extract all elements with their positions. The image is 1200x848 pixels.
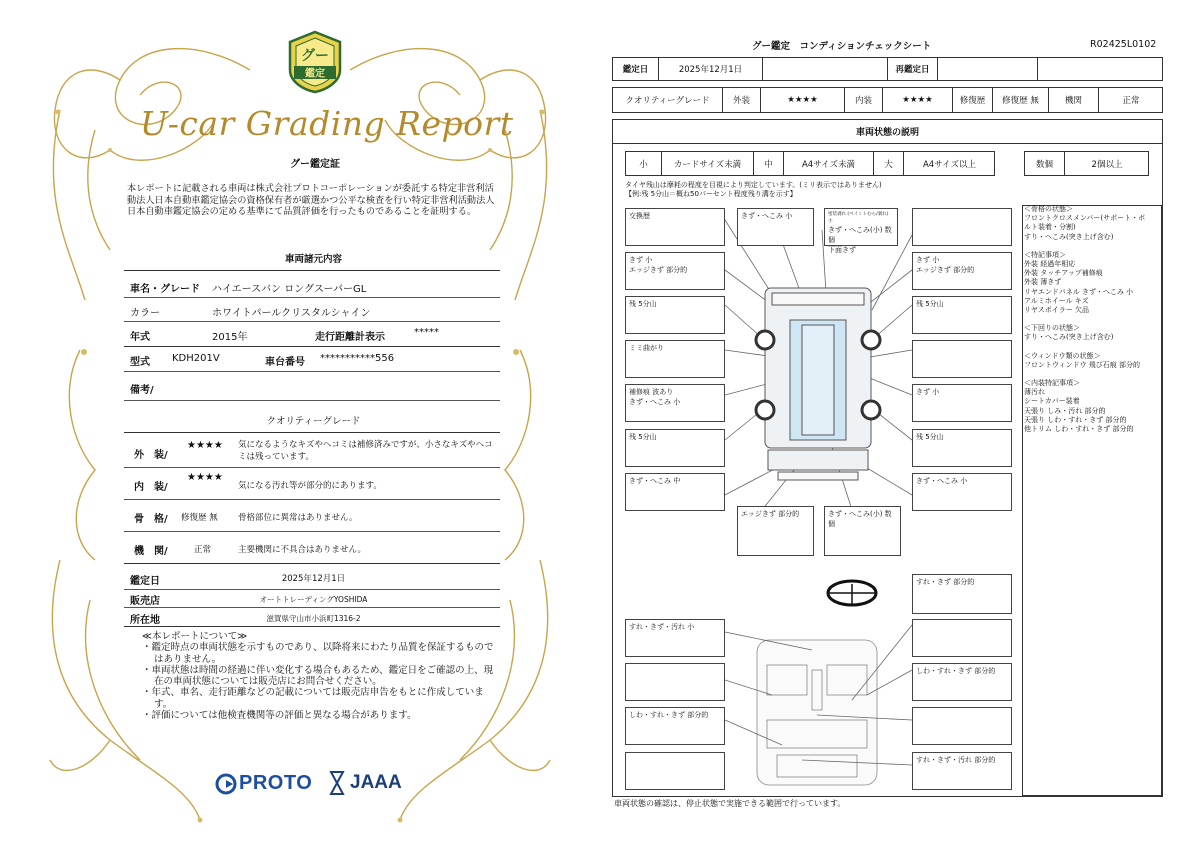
engine-label: 機関	[1049, 88, 1099, 112]
damage-box: きず・へこみ 小	[912, 473, 1012, 511]
interior-box	[912, 707, 1012, 745]
date-label: 鑑定日	[613, 58, 659, 80]
notes-title: ≪本レポートについて≫	[142, 631, 248, 642]
frame-text: 骨格部位に異常はありません。	[238, 513, 358, 523]
damage-box: きず 小 エッジきず 部分的	[912, 252, 1012, 290]
size-mid-desc: A4サイズ未満	[784, 152, 874, 175]
size-small-label: 小	[626, 152, 662, 175]
footer-note: 車両状態の確認は、停止状態で実施できる範囲で行っています。	[614, 799, 846, 808]
interior-label: 内装	[845, 88, 883, 112]
divider	[124, 270, 500, 271]
interior-label: 内 装/	[134, 482, 168, 493]
quality-label: クオリティーグレード	[613, 88, 723, 112]
tire-box: 残 5分山	[625, 296, 725, 334]
exterior-stars: ★★★★	[761, 88, 845, 112]
reinspect-value	[938, 58, 1038, 80]
interior-stars: ★★★★	[187, 472, 223, 483]
interior-box	[625, 663, 725, 701]
name-label: 車名・グレード	[130, 284, 200, 295]
report-notes	[142, 631, 502, 721]
divider	[124, 563, 500, 564]
tire-box: 残 5分山	[912, 296, 1012, 334]
damage-box: 補修痕 波あり きず・へこみ 小	[625, 384, 725, 422]
shop-value: オートトレーディングYOSHIDA	[259, 595, 368, 604]
divider	[124, 499, 500, 500]
divider	[124, 432, 500, 433]
interior-box: すれ・きず・汚れ 部分的	[912, 752, 1012, 790]
tire-example: 【例:残 5分山＝概ね50パーセント程度残り溝を示す】	[625, 190, 797, 198]
count-label: 数個	[1025, 152, 1065, 175]
divider	[124, 371, 500, 372]
reinspect-label: 再鑑定日	[888, 58, 938, 80]
damage-box: 交換歴	[625, 208, 725, 246]
divider	[124, 400, 500, 401]
proto-logo	[215, 772, 312, 795]
date-row	[612, 57, 1163, 81]
divider	[124, 321, 500, 322]
color-label: カラー	[130, 308, 160, 319]
interior-stars: ★★★★	[883, 88, 953, 112]
size-large-label: 大	[874, 152, 904, 175]
damage-box	[912, 208, 1012, 246]
exterior-text: 気になるようなキズやヘコミは補修済みですが、小さなキズやヘコミは残っています。	[238, 440, 493, 462]
exterior-stars: ★★★★	[187, 440, 223, 451]
steering-box: すれ・きず 部分的	[912, 574, 1012, 614]
damage-box: きず 小	[912, 384, 1012, 422]
divider	[124, 589, 500, 590]
address-value: 滋賀県守山市小浜町1316-2	[266, 614, 361, 623]
divider	[124, 346, 500, 347]
divider	[124, 607, 500, 608]
remarks-label: 備考/	[130, 385, 154, 396]
interior-box: しわ・すれ・きず 部分的	[912, 663, 1012, 701]
damage-box: きず・へこみ 小	[737, 208, 814, 246]
date-label: 鑑定日	[130, 576, 160, 587]
certificate-title: グー鑑定証	[290, 159, 340, 170]
tire-box: 残 5分山	[625, 429, 725, 467]
empty-cell	[763, 58, 888, 80]
note-item: ・鑑定時点の車両状態を示すものであり、以降将来にわたり品質を保証するものではありません。	[142, 642, 494, 665]
count-legend	[1024, 151, 1149, 176]
interior-box: すれ・きず・汚れ 小	[625, 619, 725, 657]
size-legend	[625, 151, 995, 176]
divider	[124, 626, 500, 627]
damage-box: エッジきず 部分的	[737, 506, 814, 556]
chassis-value: ***********556	[320, 353, 395, 364]
interior-box: しわ・すれ・きず 部分的	[625, 707, 725, 745]
odometer-label: 走行距離計表示	[315, 332, 385, 343]
tire-note: タイヤ残山は摩耗の程度を目視により判定しています。(ミリ表示ではありません)	[625, 181, 882, 189]
sheet-title: グー鑑定 コンディションチェックシート	[752, 41, 932, 52]
damage-box: ミミ曲がり	[625, 340, 725, 378]
damage-box	[912, 340, 1012, 378]
repair-value: 修復歴 無	[993, 88, 1049, 112]
repair-label: 修復歴	[953, 88, 993, 112]
tire-box: 残 5分山	[912, 429, 1012, 467]
divider	[124, 297, 500, 298]
jaaa-mark-icon	[328, 770, 346, 796]
goo-appraisal-badge-icon	[286, 30, 344, 94]
interior-box	[625, 752, 725, 790]
note-item: ・評価については他検査機関等の評価と異なる場合があります。	[142, 710, 417, 722]
document-id: R02425L0102	[1090, 39, 1157, 50]
condition-list: ＜骨格の状態＞ フロントクロスメンバー(サポート・ボ ルト装着・分割) すり・へこみ(突き上げ含む) ＜特記事項＞ 外装 経過年相応 外装 タッチアップ補修痕 外装 薄きず リヤエンドパネル きず・へこみ 小 アルミホイール キズ リヤスポイラー 欠品 ＜下回りの状態＞ すり・へこみ(突き上げ含む) ＜ウィンドウ類の状態＞ フロントウィンドウ 飛び石痕 部分的 ＜内装特記事項＞ 薄汚れ シートカバー装着 天張り しみ・汚れ 部分的 天張り しわ・すれ・きず 部分的 他トリム しわ・すれ・きず 部分的	[1024, 205, 1146, 434]
odometer-value: *****	[414, 327, 439, 338]
proto-mark-icon	[215, 773, 239, 795]
exterior-label: 外 装/	[134, 450, 168, 461]
damage-box: きず 小 エッジきず 部分的	[625, 252, 725, 290]
color-value: ホワイトパールクリスタルシャイン	[212, 308, 371, 319]
engine-text: 主要機関に不具合はありません。	[238, 545, 367, 555]
damage-box: 塗装剥れ (ペイントむら/剥れ) 小 きず・へこみ(小) 数個 下面きず	[824, 208, 898, 246]
jaaa-logo	[328, 770, 402, 796]
size-large-desc: A4サイズ以上	[922, 159, 977, 170]
badge-text-top: グー	[301, 48, 329, 64]
divider	[124, 467, 500, 468]
interior-box	[912, 619, 1012, 657]
divider	[124, 531, 500, 532]
name-value: ハイエースバン ロングスーパーGL	[212, 284, 367, 295]
section-title: 車両状態の説明	[612, 119, 1163, 144]
engine-label: 機 関/	[134, 546, 168, 557]
chassis-label: 車台番号	[265, 357, 305, 368]
year-value: 2015年	[212, 332, 248, 343]
size-mid-label: 中	[754, 152, 784, 175]
model-label: 型式	[130, 357, 150, 368]
interior-text: 気になる汚れ等が部分的にあります。	[238, 481, 382, 491]
note-item: ・年式、車名、走行距離などの記載については販売店申告をもとに作成しています。	[142, 687, 484, 710]
proto-logo-text: PROTO	[239, 772, 313, 794]
size-small-desc: カードサイズ未満	[662, 152, 754, 175]
note-item: ・車両状態は時間の経過に伴い変化する場合もあるため、鑑定日をご確認の上、現在の車両状態については販売店にお問合せください。	[142, 664, 494, 688]
quality-title: クオリティーグレード	[266, 416, 361, 427]
badge-text-bottom: 鑑定	[305, 68, 325, 80]
engine-value: 正常	[194, 545, 212, 555]
exterior-label: 外装	[723, 88, 761, 112]
damage-box: きず・へこみ 中	[625, 473, 725, 511]
count-desc: 2個以上	[1091, 159, 1123, 170]
specs-title: 車両諸元内容	[284, 254, 342, 265]
shop-label: 販売店	[130, 596, 160, 607]
frame-label: 骨 格/	[134, 514, 168, 525]
damage-box: きず・へこみ(小) 数個	[824, 506, 901, 556]
frame-value: 修復歴 無	[181, 513, 218, 523]
date-value: 2025年12月1日	[281, 574, 346, 584]
script-title: U-car Grading Report	[140, 104, 514, 143]
jaaa-logo-text: JAAA	[350, 772, 402, 793]
model-value: KDH201V	[172, 353, 220, 364]
engine-value: 正常	[1122, 96, 1140, 106]
steering-wheel-icon	[828, 581, 876, 605]
certificate-statement: 本レポートに記載される車両は株式会社プロトコーポレーションが委託する特定非営利活動法人日本自動車鑑定協会の資格保有者が厳選かつ公平な検査を行い特定非営利活動法人日本自動車鑑定協会の定める基準にて品質評価を行ったものであることを証明する。	[127, 183, 495, 217]
year-label: 年式	[130, 332, 150, 343]
address-label: 所在地	[130, 615, 160, 626]
grade-row	[612, 87, 1163, 113]
date-value: 2025年12月1日	[659, 58, 763, 80]
